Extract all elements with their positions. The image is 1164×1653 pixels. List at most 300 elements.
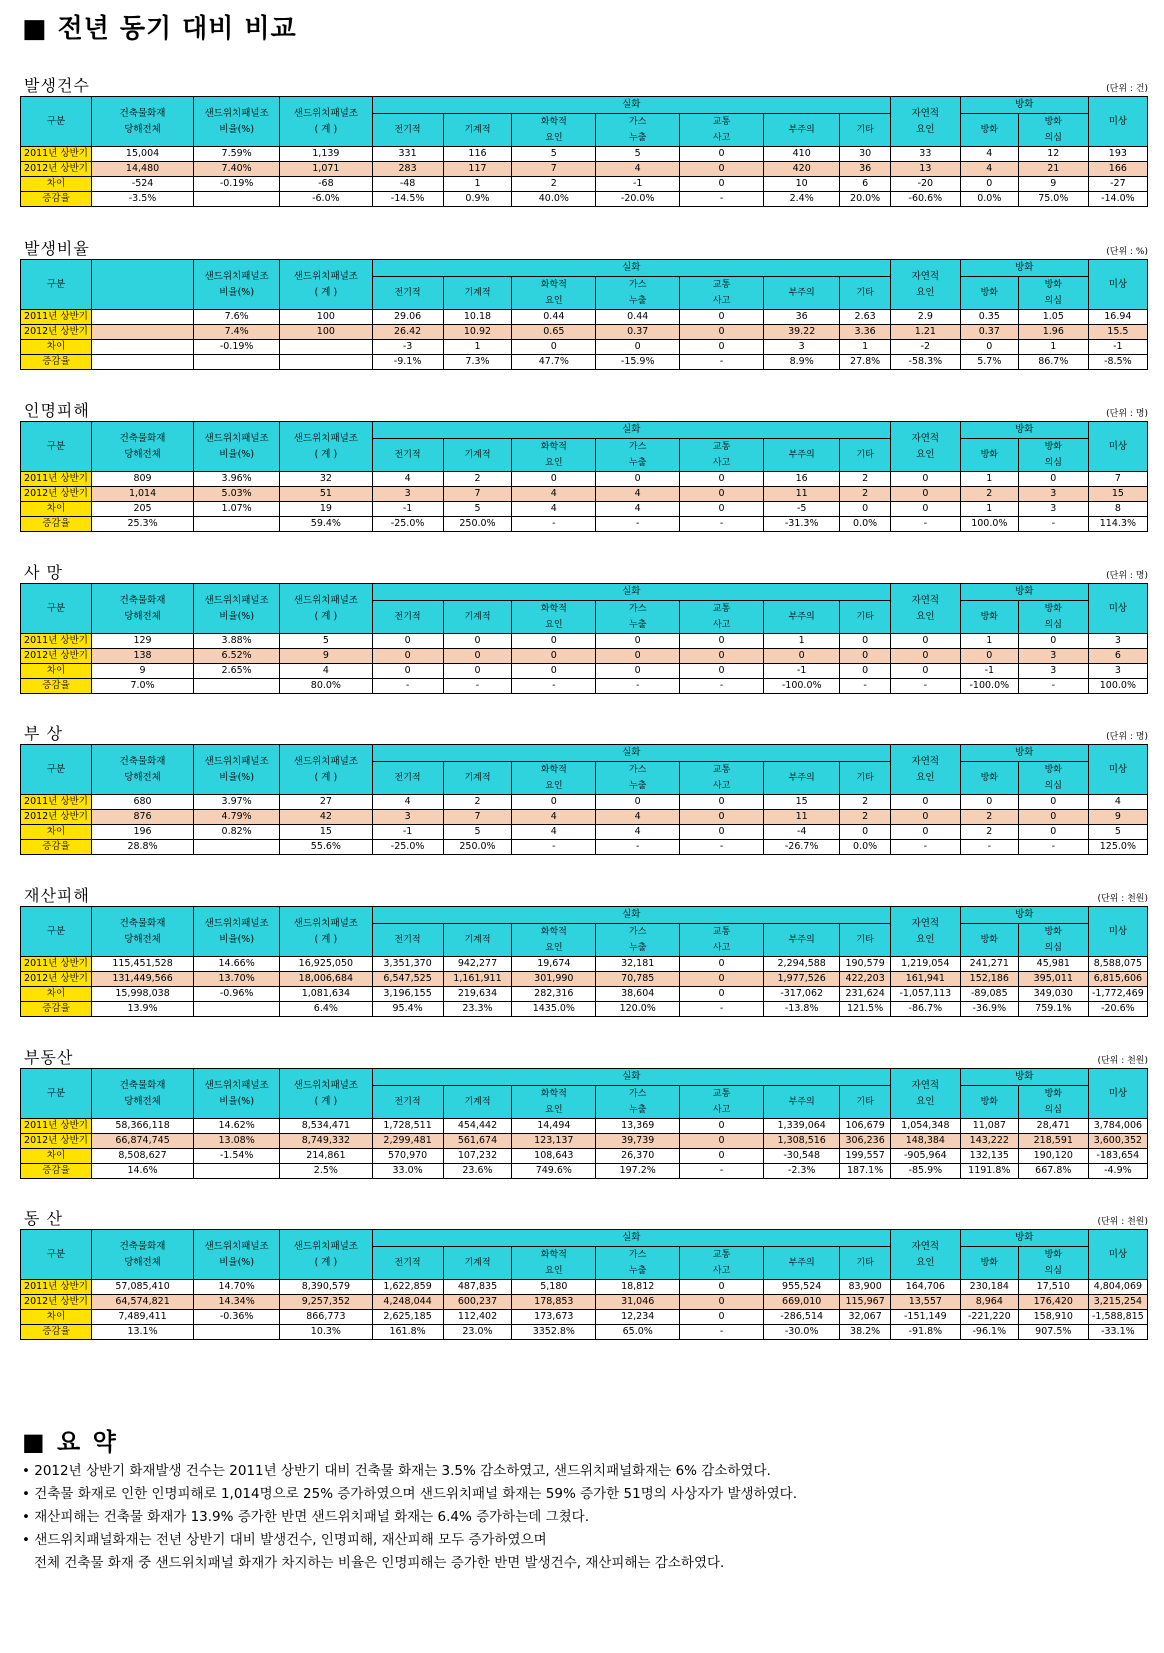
table-cell: 1,339,064 xyxy=(764,1119,840,1134)
table-row xyxy=(21,355,1148,370)
table-cell: 12,234 xyxy=(596,1310,680,1325)
table-cell: 3.36 xyxy=(840,325,891,340)
section-title: 재산피해 xyxy=(24,886,90,905)
table-cell: 29.06 xyxy=(372,310,443,325)
table-cell: 942,277 xyxy=(443,957,512,972)
table-cell: 7 xyxy=(512,162,596,177)
table-cell: -15.9% xyxy=(596,355,680,370)
table-cell: 1,161,911 xyxy=(443,972,512,987)
table-cell: -20 xyxy=(890,177,960,192)
table-cell: 0.44 xyxy=(512,310,596,325)
header-etc: 기타 xyxy=(840,1086,891,1119)
row-label: 증감율 xyxy=(21,1325,92,1340)
table-cell: - xyxy=(680,517,764,532)
table-cell: 11 xyxy=(764,810,840,825)
header-group-fire: 실화 xyxy=(372,260,890,277)
table-cell: 123,137 xyxy=(512,1134,596,1149)
section-title: 부 상 xyxy=(24,724,63,743)
table-cell: 19,674 xyxy=(512,957,596,972)
table-cell: 27.8% xyxy=(840,355,891,370)
table-cell: 6.52% xyxy=(194,649,280,664)
table-cell: 1 xyxy=(840,340,891,355)
table-row xyxy=(21,177,1148,192)
header-unknown: 미상 xyxy=(1088,1069,1147,1119)
table-cell: 1191.8% xyxy=(960,1164,1018,1179)
header-unknown: 미상 xyxy=(1088,907,1147,957)
table-cell xyxy=(194,355,280,370)
table-row xyxy=(21,1280,1148,1295)
table-cell: -905,964 xyxy=(890,1149,960,1164)
table-cell: 1,728,511 xyxy=(372,1119,443,1134)
row-label: 2012년 상반기 xyxy=(21,162,92,177)
row-label: 차이 xyxy=(21,664,92,679)
table-cell: 1.05 xyxy=(1018,310,1088,325)
table-cell: 2 xyxy=(443,472,512,487)
table-cell: 250.0% xyxy=(443,840,512,855)
header-arson: 방화 xyxy=(960,762,1018,795)
table-row xyxy=(21,1295,1148,1310)
table-cell: 8,588,075 xyxy=(1088,957,1147,972)
table-cell: 3352.8% xyxy=(512,1325,596,1340)
header-elec: 전기적 xyxy=(372,439,443,472)
table-cell: - xyxy=(1018,840,1088,855)
row-label: 2011년 상반기 xyxy=(21,634,92,649)
table-cell: - xyxy=(960,840,1018,855)
header-gubun: 구분 xyxy=(21,745,92,795)
table-cell: 8,508,627 xyxy=(91,1149,193,1164)
row-label: 2012년 상반기 xyxy=(21,972,92,987)
header-ratio: 샌드위치패널조 비율(%) xyxy=(194,907,280,957)
table-cell: 250.0% xyxy=(443,517,512,532)
table-cell xyxy=(194,840,280,855)
table-cell xyxy=(91,340,193,355)
header-gubun: 구분 xyxy=(21,1069,92,1119)
table-cell: 33 xyxy=(890,147,960,162)
header-group-fire: 실화 xyxy=(372,584,890,601)
table-cell: 161.8% xyxy=(372,1325,443,1340)
table-cell: 8,390,579 xyxy=(280,1280,372,1295)
table-cell: 0 xyxy=(680,502,764,517)
table-cell: 0 xyxy=(890,825,960,840)
header-etc: 기타 xyxy=(840,277,891,310)
table-cell: 106,679 xyxy=(840,1119,891,1134)
table-cell: 0.9% xyxy=(443,192,512,207)
header-group-fire: 실화 xyxy=(372,1230,890,1247)
table-cell: 241,271 xyxy=(960,957,1018,972)
header-careless: 부주의 xyxy=(764,277,840,310)
table-cell: 14.70% xyxy=(194,1280,280,1295)
table-cell: 121.5% xyxy=(840,1002,891,1017)
table-row xyxy=(21,972,1148,987)
table-cell: 422,203 xyxy=(840,972,891,987)
table-cell: 0.0% xyxy=(960,192,1018,207)
header-arson: 방화 xyxy=(960,114,1018,147)
table-cell: 6 xyxy=(840,177,891,192)
header-mech: 기계적 xyxy=(443,1247,512,1280)
table-cell: 2 xyxy=(960,487,1018,502)
section-header xyxy=(20,884,1148,906)
table-cell: 38.2% xyxy=(840,1325,891,1340)
table-cell: 230,184 xyxy=(960,1280,1018,1295)
table-cell: 0 xyxy=(443,649,512,664)
header-mech: 기계적 xyxy=(443,277,512,310)
table-cell: 2,294,588 xyxy=(764,957,840,972)
table-cell: 100 xyxy=(280,310,372,325)
header-etc: 기타 xyxy=(840,1247,891,1280)
table-cell: 26,370 xyxy=(596,1149,680,1164)
header-mech: 기계적 xyxy=(443,114,512,147)
header-chem: 화학적 요인 xyxy=(512,601,596,634)
table-cell: 3 xyxy=(1018,649,1088,664)
header-chem: 화학적 요인 xyxy=(512,924,596,957)
header-building: 건축물화재 당해전체 xyxy=(91,422,193,472)
table-cell: 2,299,481 xyxy=(372,1134,443,1149)
header-gas: 가스 누출 xyxy=(596,439,680,472)
table-cell: 0 xyxy=(890,649,960,664)
table-cell: 0 xyxy=(372,664,443,679)
table-cell: -4 xyxy=(764,825,840,840)
table-cell: -5 xyxy=(764,502,840,517)
table-row xyxy=(21,1164,1148,1179)
table-cell: 10 xyxy=(764,177,840,192)
table-row xyxy=(21,810,1148,825)
table-cell: 0.37 xyxy=(596,325,680,340)
table-cell: 7,489,411 xyxy=(91,1310,193,1325)
unit-label: (단위 : 천원) xyxy=(1097,894,1148,904)
header-mech: 기계적 xyxy=(443,762,512,795)
table-cell: 1435.0% xyxy=(512,1002,596,1017)
section-title: 동 산 xyxy=(24,1209,63,1228)
header-natural: 자연적 요인 xyxy=(890,422,960,472)
table-cell: 0 xyxy=(1018,810,1088,825)
table-cell: 0 xyxy=(680,1119,764,1134)
table-cell: -2.3% xyxy=(764,1164,840,1179)
table-cell: 0 xyxy=(680,472,764,487)
table-cell: 190,579 xyxy=(840,957,891,972)
table-cell: -68 xyxy=(280,177,372,192)
table-cell: 55.6% xyxy=(280,840,372,855)
header-mech: 기계적 xyxy=(443,1086,512,1119)
header-ratio: 샌드위치패널조 비율(%) xyxy=(194,1230,280,1280)
table-cell: 1 xyxy=(960,634,1018,649)
table-cell: 15,998,038 xyxy=(91,987,193,1002)
header-elec: 전기적 xyxy=(372,601,443,634)
table-cell: - xyxy=(512,517,596,532)
header-elec: 전기적 xyxy=(372,1247,443,1280)
table-cell: 1,054,348 xyxy=(890,1119,960,1134)
table-cell: 30 xyxy=(840,147,891,162)
table-cell: 1 xyxy=(764,634,840,649)
table-cell: 0 xyxy=(512,795,596,810)
table-cell: 0 xyxy=(1018,825,1088,840)
row-label: 차이 xyxy=(21,1149,92,1164)
table-cell: 15 xyxy=(1088,487,1147,502)
header-total: 샌드위치패널조 ( 계 ) xyxy=(280,97,372,147)
table-cell: 0 xyxy=(680,325,764,340)
table-cell: 42 xyxy=(280,810,372,825)
table-cell: 14.66% xyxy=(194,957,280,972)
table-cell: 14,480 xyxy=(91,162,193,177)
section-header xyxy=(20,722,1148,744)
table-cell: -1,772,469 xyxy=(1088,987,1147,1002)
header-etc: 기타 xyxy=(840,762,891,795)
table-cell: 14.34% xyxy=(194,1295,280,1310)
page-title: ■ 전년 동기 대비 비교 xyxy=(22,14,297,44)
table-cell: 187.1% xyxy=(840,1164,891,1179)
table-cell: 15 xyxy=(764,795,840,810)
table-cell xyxy=(194,679,280,694)
table-cell: 14.62% xyxy=(194,1119,280,1134)
table-cell: -1 xyxy=(960,664,1018,679)
table-cell: 83,900 xyxy=(840,1280,891,1295)
table-cell: 749.6% xyxy=(512,1164,596,1179)
table-row xyxy=(21,957,1148,972)
table-cell: 0 xyxy=(596,340,680,355)
table-cell: - xyxy=(512,840,596,855)
row-label: 2012년 상반기 xyxy=(21,810,92,825)
table-cell: 0 xyxy=(890,810,960,825)
summary-item: • 재산피해는 건축물 화재가 13.9% 증가한 반면 샌드위치패널 화재는 6.4% 증가하는데 그쳤다. xyxy=(22,1509,589,1525)
table-cell: 4 xyxy=(960,162,1018,177)
table-cell: 21 xyxy=(1018,162,1088,177)
table-cell xyxy=(91,325,193,340)
table-cell: 108,643 xyxy=(512,1149,596,1164)
table-cell: 15.5 xyxy=(1088,325,1147,340)
data-table xyxy=(20,259,1148,370)
table-cell: 0 xyxy=(840,634,891,649)
table-cell: 197.2% xyxy=(596,1164,680,1179)
row-label: 차이 xyxy=(21,1310,92,1325)
table-cell: -100.0% xyxy=(764,679,840,694)
table-cell: - xyxy=(680,355,764,370)
table-cell: 70,785 xyxy=(596,972,680,987)
header-gubun: 구분 xyxy=(21,584,92,634)
table-cell: 193 xyxy=(1088,147,1147,162)
table-cell: -14.0% xyxy=(1088,192,1147,207)
table-cell: -1 xyxy=(1088,340,1147,355)
table-cell: - xyxy=(890,517,960,532)
table-cell: 0 xyxy=(840,825,891,840)
table-cell: 3,215,254 xyxy=(1088,1295,1147,1310)
header-careless: 부주의 xyxy=(764,1086,840,1119)
table-row xyxy=(21,310,1148,325)
table-cell: 18,006,684 xyxy=(280,972,372,987)
header-unknown: 미상 xyxy=(1088,97,1147,147)
table-cell: 7.59% xyxy=(194,147,280,162)
table-cell: - xyxy=(680,1002,764,1017)
table-cell: -91.8% xyxy=(890,1325,960,1340)
table-cell: 0 xyxy=(680,972,764,987)
header-gubun: 구분 xyxy=(21,1230,92,1280)
header-ratio: 샌드위치패널조 비율(%) xyxy=(194,422,280,472)
table-cell: -89,085 xyxy=(960,987,1018,1002)
table-cell: 57,085,410 xyxy=(91,1280,193,1295)
table-cell: - xyxy=(596,517,680,532)
header-arson-susp: 방화 의심 xyxy=(1018,439,1088,472)
table-cell: 561,674 xyxy=(443,1134,512,1149)
row-label: 차이 xyxy=(21,502,92,517)
header-total: 샌드위치패널조 ( 계 ) xyxy=(280,1069,372,1119)
table-cell: 100.0% xyxy=(1088,679,1147,694)
table-cell: 173,673 xyxy=(512,1310,596,1325)
table-cell: 196 xyxy=(91,825,193,840)
row-label: 2011년 상반기 xyxy=(21,147,92,162)
table-cell: -1,057,113 xyxy=(890,987,960,1002)
table-cell: 4 xyxy=(512,810,596,825)
row-label: 차이 xyxy=(21,340,92,355)
table-cell xyxy=(280,355,372,370)
table-cell: -1,588,815 xyxy=(1088,1310,1147,1325)
header-group-arson: 방화 xyxy=(960,745,1088,762)
summary-item: • 건축물 화재로 인한 인명피해로 1,014명으로 25% 증가하였으며 샌드위치패널 화재는 59% 증가한 51명의 사상자가 발생하였다. xyxy=(22,1486,798,1502)
table-cell: - xyxy=(680,840,764,855)
table-cell: - xyxy=(680,1164,764,1179)
header-ratio: 샌드위치패널조 비율(%) xyxy=(194,97,280,147)
table-cell: 3 xyxy=(1088,634,1147,649)
header-traffic: 교통 사고 xyxy=(680,924,764,957)
table-cell: 8,749,332 xyxy=(280,1134,372,1149)
table-cell: - xyxy=(680,1325,764,1340)
table-cell: 0 xyxy=(680,162,764,177)
table-cell: 0 xyxy=(890,502,960,517)
header-total: 샌드위치패널조 ( 계 ) xyxy=(280,584,372,634)
table-cell: 4,248,044 xyxy=(372,1295,443,1310)
table-cell: 176,420 xyxy=(1018,1295,1088,1310)
table-cell: 23.0% xyxy=(443,1325,512,1340)
table-cell: 0 xyxy=(960,795,1018,810)
table-cell: 14.6% xyxy=(91,1164,193,1179)
table-cell: -3.5% xyxy=(91,192,193,207)
table-cell: 0 xyxy=(680,957,764,972)
header-chem: 화학적 요인 xyxy=(512,762,596,795)
table-cell: -0.19% xyxy=(194,340,280,355)
table-cell: 3 xyxy=(372,487,443,502)
header-group-arson: 방화 xyxy=(960,1069,1088,1086)
row-label: 증감율 xyxy=(21,355,92,370)
header-chem: 화학적 요인 xyxy=(512,439,596,472)
summary-item: • 2012년 상반기 화재발생 건수는 2011년 상반기 대비 건축물 화재는 3.5% 감소하였고, 샌드위치패널화재는 6% 감소하였다. xyxy=(22,1463,771,1479)
header-careless: 부주의 xyxy=(764,114,840,147)
table-cell: -9.1% xyxy=(372,355,443,370)
header-traffic: 교통 사고 xyxy=(680,601,764,634)
header-building: 건축물화재 당해전체 xyxy=(91,584,193,634)
header-gas: 가스 누출 xyxy=(596,1247,680,1280)
unit-label: (단위 : 천원) xyxy=(1097,1217,1148,1227)
table-cell: 5 xyxy=(443,502,512,517)
table-cell: 143,222 xyxy=(960,1134,1018,1149)
table-cell: 955,524 xyxy=(764,1280,840,1295)
table-cell: 0 xyxy=(443,634,512,649)
table-cell: 4 xyxy=(372,472,443,487)
section-title: 사 망 xyxy=(24,563,63,582)
table-cell: -3 xyxy=(372,340,443,355)
table-cell: 4,804,069 xyxy=(1088,1280,1147,1295)
table-cell: 0 xyxy=(512,472,596,487)
table-cell: 0.82% xyxy=(194,825,280,840)
table-cell: -2 xyxy=(890,340,960,355)
table-cell: - xyxy=(840,679,891,694)
header-group-arson: 방화 xyxy=(960,1230,1088,1247)
unit-label: (단위 : 천원) xyxy=(1097,1056,1148,1066)
table-cell: 199,557 xyxy=(840,1149,891,1164)
table-cell: 0 xyxy=(960,177,1018,192)
table-cell: 4 xyxy=(960,147,1018,162)
table-cell: 3 xyxy=(1088,664,1147,679)
header-building xyxy=(91,260,193,310)
header-traffic: 교통 사고 xyxy=(680,114,764,147)
table-cell: 59.4% xyxy=(280,517,372,532)
table-cell: 25.3% xyxy=(91,517,193,532)
header-traffic: 교통 사고 xyxy=(680,277,764,310)
table-cell: 2 xyxy=(840,795,891,810)
header-gas: 가스 누출 xyxy=(596,924,680,957)
table-cell: 0 xyxy=(890,634,960,649)
header-mech: 기계적 xyxy=(443,924,512,957)
header-building: 건축물화재 당해전체 xyxy=(91,1230,193,1280)
table-cell: 4 xyxy=(596,487,680,502)
table-cell: 2 xyxy=(840,810,891,825)
table-cell: 138 xyxy=(91,649,193,664)
header-gas: 가스 누출 xyxy=(596,277,680,310)
header-gas: 가스 누출 xyxy=(596,114,680,147)
table-cell: 0.44 xyxy=(596,310,680,325)
table-cell: 0 xyxy=(680,1280,764,1295)
table-cell: 907.5% xyxy=(1018,1325,1088,1340)
header-unknown: 미상 xyxy=(1088,260,1147,310)
table-cell: 6,547,525 xyxy=(372,972,443,987)
section-title: 발생비율 xyxy=(24,239,90,258)
table-cell: 0 xyxy=(764,649,840,664)
table-cell: 161,941 xyxy=(890,972,960,987)
unit-label: (단위 : 명) xyxy=(1106,409,1148,419)
table-cell: 132,135 xyxy=(960,1149,1018,1164)
table-cell: 1 xyxy=(443,340,512,355)
table-cell: 2.5% xyxy=(280,1164,372,1179)
table-cell: 0.65 xyxy=(512,325,596,340)
header-total: 샌드위치패널조 ( 계 ) xyxy=(280,745,372,795)
table-cell: -0.19% xyxy=(194,177,280,192)
table-cell: -6.0% xyxy=(280,192,372,207)
header-gas: 가스 누출 xyxy=(596,1086,680,1119)
table-cell: 1 xyxy=(960,472,1018,487)
table-cell: - xyxy=(890,679,960,694)
row-label: 2011년 상반기 xyxy=(21,472,92,487)
table-cell: 13.1% xyxy=(91,1325,193,1340)
header-group-arson: 방화 xyxy=(960,584,1088,601)
table-cell: -20.0% xyxy=(596,192,680,207)
table-cell: 148,384 xyxy=(890,1134,960,1149)
table-cell: 4 xyxy=(280,664,372,679)
row-label: 증감율 xyxy=(21,192,92,207)
table-cell: -60.6% xyxy=(890,192,960,207)
table-cell: 11,087 xyxy=(960,1119,1018,1134)
table-cell: 6,815,606 xyxy=(1088,972,1147,987)
table-cell: - xyxy=(596,840,680,855)
table-cell: 129 xyxy=(91,634,193,649)
table-cell: 1,219,054 xyxy=(890,957,960,972)
table-cell: 117 xyxy=(443,162,512,177)
table-cell: -31.3% xyxy=(764,517,840,532)
section-6 xyxy=(20,884,1148,1017)
table-cell: 66,874,745 xyxy=(91,1134,193,1149)
table-cell: 9 xyxy=(1018,177,1088,192)
table-cell: 9,257,352 xyxy=(280,1295,372,1310)
header-natural: 자연적 요인 xyxy=(890,97,960,147)
table-cell: 12 xyxy=(1018,147,1088,162)
table-cell: -151,149 xyxy=(890,1310,960,1325)
table-cell: 0 xyxy=(1018,634,1088,649)
table-cell: 4 xyxy=(512,825,596,840)
